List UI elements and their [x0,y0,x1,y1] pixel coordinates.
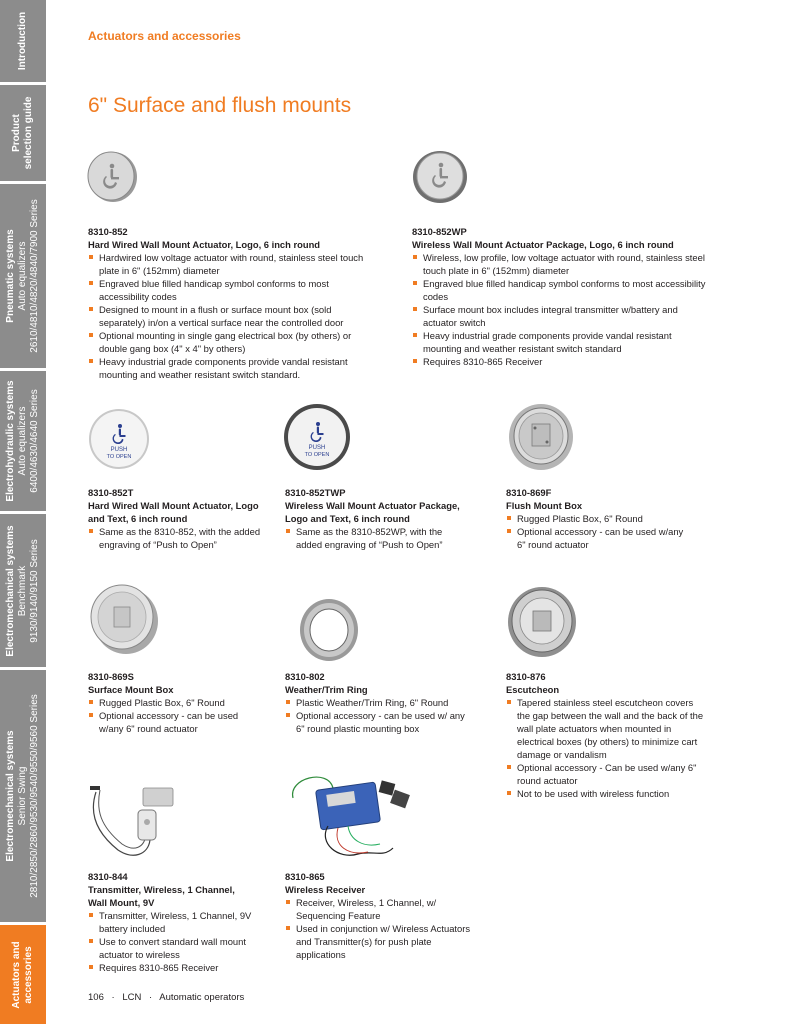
bullet: Use to convert standard wall mount actuator to wireless [88,935,253,961]
bullet: Surface mount box includes integral transmitter w/battery and actuator switch [412,303,712,329]
push-text: PUSH [308,445,326,451]
product-bullets [88,251,368,381]
bullet: Transmitter, Wireless, 1 Channel, 9V battery included [88,909,253,935]
product-code: 8310-852 [88,226,128,237]
actuator-852wp-image [412,150,468,204]
tab-sublabel: Auto equalizers [17,241,28,311]
bullet: Used in conjunction w/ Wireless Actuators and Transmitter(s) for push plate applications [285,922,475,961]
bullet: Rugged Plastic Box, 6" Round [88,696,258,709]
tab-actuators-and-accessories[interactable] [0,925,46,1024]
trim-ring-image [298,598,360,662]
actuator-852-image [86,150,138,204]
separator: · [148,992,153,1003]
tab-label: Product selection guide [11,96,34,170]
tab-label: Electromechanical systems [5,730,16,862]
product-code: 8310-876 [506,671,546,682]
product-name: Weather/Trim Ring [285,684,368,695]
tab-label: Introduction [17,11,28,71]
bullet: Rugged Plastic Box, 6" Round [506,512,686,525]
actuator-852twp-image [283,403,351,471]
product-code: 8310-852TWP [285,487,346,498]
product-bullets [506,512,686,551]
escutcheon-image [506,585,578,659]
tab-label: Actuators and accessories [11,940,34,1009]
bullet: Tapered stainless steel escutcheon covers the gap between the wall and the back of the wall plate actuators when mounted in electrical boxes (by others) to minimize cart damage or vandalism [506,696,706,761]
bullet: Optional mounting in single gang electrical box (by others) or double gang box (4" x 4" by others) [88,329,368,355]
bullet: Optional accessory - can be used w/any 6" round actuator [506,525,686,551]
section-label: Actuators and accessories [88,29,241,43]
product-code: 8310-852WP [412,226,467,237]
transmitter-image [88,780,178,866]
page-footer [88,992,244,1003]
tab-pneumatic-systems[interactable] [0,184,46,368]
tab-label: Electromechanical systems [5,524,16,657]
tab-sublabel: Benchmark [17,565,28,616]
bullet: Designed to mount in a flush or surface mount box (sold separately) in/on a vertical surface near the controlled door [88,303,368,329]
bullet: Optional accessory - can be used w/ any 6" round plastic mounting box [285,709,470,735]
product-8310-869f [506,486,686,551]
product-name: Escutcheon [506,684,560,695]
product-code: 8310-869S [88,671,134,682]
tab-product-selection-guide[interactable] [0,85,46,181]
product-8310-865 [285,870,475,961]
bullet: Hardwired low voltage actuator with round, stainless steel touch plate in 6" (152mm) diameter [88,251,368,277]
bullet: Requires 8310-865 Receiver [88,961,253,974]
product-8310-844 [88,870,253,974]
product-code: 8310-852T [88,487,134,498]
product-name: Hard Wired Wall Mount Actuator, Logo and Text, 6 inch round [88,500,259,524]
document-title: Automatic operators [159,992,245,1003]
tab-sublabel: 2810/2850/2860/9530/9540/9550/9560 Series [29,694,40,898]
product-name: Surface Mount Box [88,684,174,695]
flush-mount-box-image [505,400,575,472]
product-bullets [88,525,268,551]
bullet: Heavy industrial grade components provide vandal resistant mounting and weather resistant switch standard. [88,355,368,381]
product-name: Wireless Wall Mount Actuator Package, Logo, 6 inch round [412,239,674,250]
product-bullets [285,525,465,551]
bullet: Plastic Weather/Trim Ring, 6" Round [285,696,470,709]
bullet: Requires 8310-865 Receiver [412,355,712,368]
product-code: 8310-869F [506,487,552,498]
product-8310-852wp [412,225,712,368]
bullet: Same as the 8310-852, with the added engraving of “Push to Open” [88,525,268,551]
product-8310-876 [506,670,706,800]
product-bullets [412,251,712,368]
bullet: Optional accessory - can be used w/any 6" round actuator [88,709,258,735]
tab-introduction[interactable] [0,0,46,82]
tab-sublabel: 9130/9140/9150 Series [29,538,40,643]
bullet: Engraved blue filled handicap symbol conforms to most accessibility codes [88,277,368,303]
push-text: PUSH [110,447,128,453]
product-8310-852t [88,486,268,551]
product-name: Transmitter, Wireless, 1 Channel, Wall Mount, 9V [88,884,235,908]
product-code: 8310-802 [285,671,325,682]
to-open-text: TO OPEN [304,452,330,458]
tab-sublabel: Auto equalizers [17,406,28,476]
tab-electromechanical-benchmark[interactable] [0,514,46,667]
actuator-852t-image [87,407,151,471]
product-name: Hard Wired Wall Mount Actuator, Logo, 6 inch round [88,239,321,250]
product-8310-852twp [285,486,465,551]
bullet: Not to be used with wireless function [506,787,706,800]
product-8310-869s [88,670,258,735]
brand-name: LCN [122,992,142,1003]
tab-electrohydraulic-systems[interactable] [0,371,46,511]
tab-sublabel: 6400/4630/4640 Series [29,389,40,493]
product-8310-802 [285,670,470,735]
tab-sublabel: 2610/4810/4820/4840/7900 Series [29,199,40,353]
product-bullets [285,896,475,961]
product-name: Flush Mount Box [506,500,583,511]
product-code: 8310-865 [285,871,325,882]
bullet: Wireless, low profile, low voltage actuator with round, stainless steel touch plate in 6" (152mm) diameter [412,251,712,277]
product-name: Wireless Wall Mount Actuator Package, Logo and Text, 6 inch round [285,500,460,524]
product-bullets [88,909,253,974]
bullet: Same as the 8310-852WP, with the added engraving of “Push to Open” [285,525,465,551]
bullet: Receiver, Wireless, 1 Channel, w/ Sequencing Feature [285,896,475,922]
bullet: Optional accessory - Can be used w/any 6" round actuator [506,761,706,787]
product-8310-852 [88,225,368,381]
tab-label: Electrohydraulic systems [5,380,16,502]
product-bullets [88,696,258,735]
product-code: 8310-844 [88,871,128,882]
tab-sublabel: Senior Swing [17,766,28,826]
product-name: Wireless Receiver [285,884,366,895]
bullet: Engraved blue filled handicap symbol conforms to most accessibility codes [412,277,712,303]
surface-mount-box-image [88,582,160,656]
separator: · [111,992,115,1003]
product-bullets [285,696,470,735]
page-number: 106 [88,992,104,1003]
tab-label: Pneumatic systems [5,229,16,323]
tab-electromechanical-senior-swing[interactable] [0,670,46,922]
receiver-image [288,768,418,866]
page-title: 6" Surface and flush mounts [88,94,352,117]
bullet: Heavy industrial grade components provide vandal resistant mounting and weather resistant switch standard [412,329,712,355]
to-open-text: TO OPEN [106,454,132,460]
product-bullets [506,696,706,800]
